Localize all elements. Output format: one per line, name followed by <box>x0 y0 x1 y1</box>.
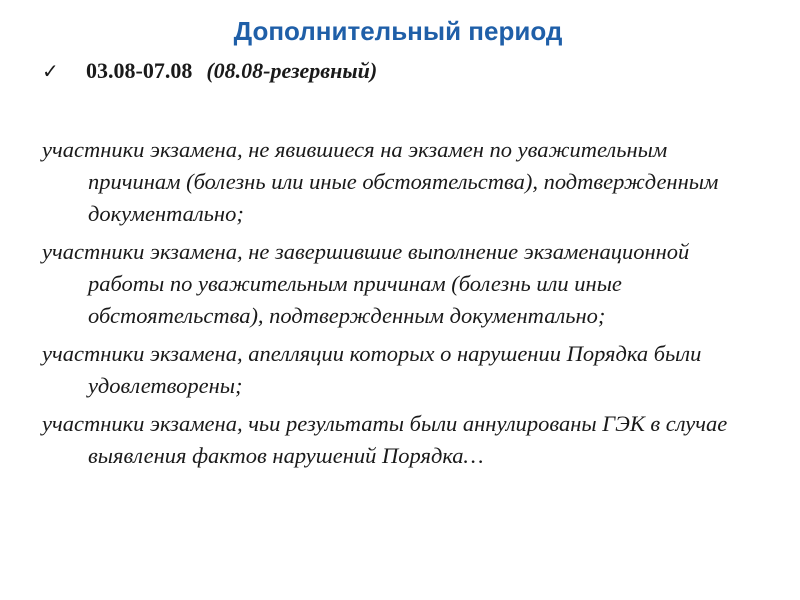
list-item: участники экзамена, не завершившие выполнение экзаменационной работы по уважительным причинам (болезнь или иные обстоятельства), подтвержденным документально; <box>42 239 690 328</box>
period-dates: 03.08-07.08 <box>86 58 193 83</box>
list-item: участники экзамена, апелляции которых о нарушении Порядка были удовлетворены; <box>42 341 702 398</box>
period-dates-row <box>42 58 377 84</box>
list-item: участники экзамена, чьи результаты были аннулированы ГЭК в случае выявления фактов нарушений Порядка… <box>42 411 728 468</box>
reserve-date: (08.08-резервный) <box>206 58 378 83</box>
checkmark-icon: ✓ <box>42 59 59 83</box>
list-item: участники экзамена, не явившиеся на экзамен по уважительным причинам (болезнь или иные обстоятельства), подтвержденным документально; <box>42 137 719 226</box>
slide-title: Дополнительный период <box>233 16 563 46</box>
participants-list <box>42 134 742 478</box>
